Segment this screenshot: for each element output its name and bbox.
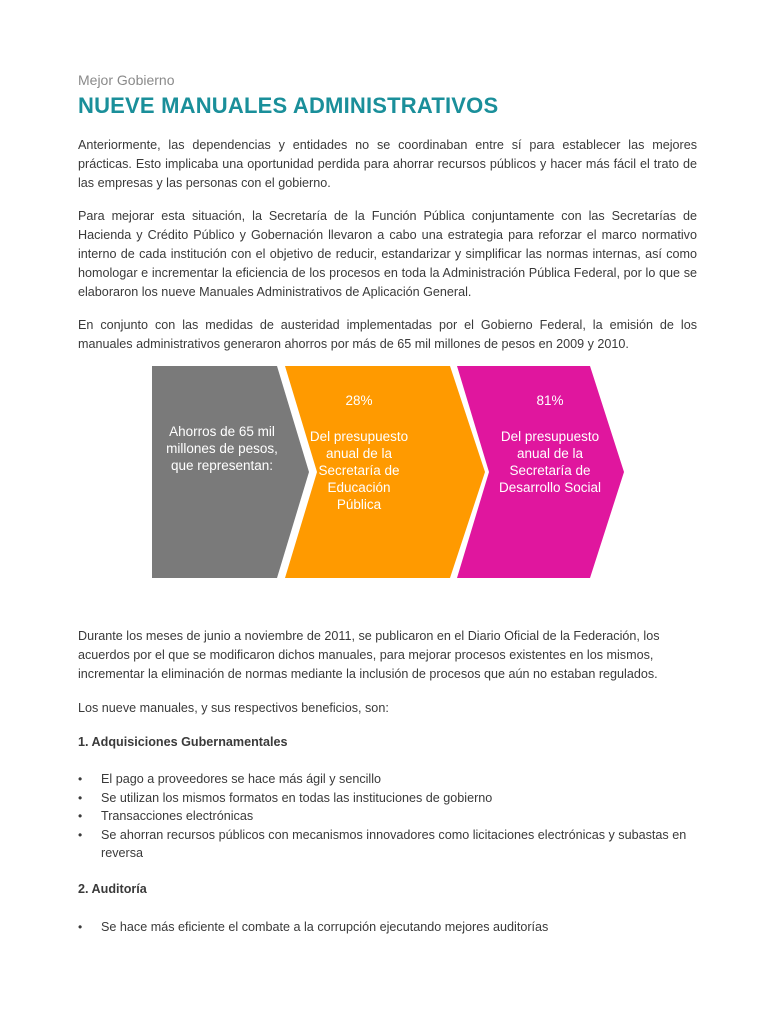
- paragraph-savings: En conjunto con las medidas de austeridad implementadas por el Gobierno Federal, la emisión de los manuales administrativos generaron ahorros por más de 65 mil millones de pesos en 2009 y 2010.: [78, 318, 697, 351]
- bullet-icon: •: [78, 920, 83, 934]
- section-heading-adquisiciones: 1. Adquisiciones Gubernamentales: [78, 735, 288, 749]
- sep-budget-label: Del presupuesto anual de la Secretaría de Educación Pública: [309, 429, 409, 512]
- bullet-icon: •: [78, 827, 83, 842]
- section-heading-auditoria: 2. Auditoría: [78, 882, 147, 896]
- bullet-list-adquisiciones: [78, 770, 688, 863]
- bullet-icon: •: [78, 809, 83, 823]
- bullet-icon: •: [78, 772, 83, 786]
- sedesol-percentage: 81%: [536, 393, 564, 408]
- savings-infographic: [152, 366, 624, 578]
- list-item: • Transacciones electrónicas: [78, 807, 688, 826]
- savings-label: Ahorros de 65 mil millones de pesos, que representan:: [166, 424, 278, 473]
- page-title: NUEVE MANUALES ADMINISTRATIVOS: [78, 93, 499, 118]
- list-item: • El pago a proveedores se hace más ágil y sencillo: [78, 770, 688, 789]
- section-kicker: Mejor Gobierno: [78, 72, 175, 88]
- list-item: • Se utilizan los mismos formatos en todas las instituciones de gobierno: [78, 789, 688, 808]
- bullet-icon: •: [78, 790, 83, 805]
- paragraph-strategy: Para mejorar esta situación, la Secretaría de la Función Pública conjuntamente con las Secretarías de Hacienda y Crédito Público y Gobernación llevaron a cabo una estrategia para reforzar el marco normativo interno de cada institución con el objetivo de reducir, estandarizar y simplificar las normas internas, así como homologar e incrementar la eficiencia de los procesos en toda la Administración Pública Federal, por lo que se elaboraron los nueve Manuales Administrativos de Aplicación General.: [78, 209, 697, 299]
- paragraph-intro: Anteriormente, las dependencias y entidades no se coordinaban entre sí para establecer las mejores prácticas. Esto implicaba una oportunidad perdida para ahorrar recursos públicos y hacer más fácil el trato de las empresas y las personas con el gobierno.: [78, 138, 697, 190]
- bullet-list-auditoria: [78, 918, 688, 937]
- paragraph-dof: Durante los meses de junio a noviembre de 2011, se publicaron en el Diario Oficial de la Federación, los acuerdos por el que se modificaron dichos manuales, para mejorar procesos existentes en los mismos, incrementar la eliminación de normas mediante la inclusión de procesos que aún no estaban regulados.: [78, 629, 660, 681]
- sedesol-budget-label: Del presupuesto anual de la Secretaría de Desarrollo Social: [498, 429, 602, 495]
- paragraph-benefits-intro: Los nueve manuales, y sus respectivos beneficios, son:: [78, 701, 389, 715]
- sep-percentage: 28%: [345, 393, 373, 408]
- list-item: • Se ahorran recursos públicos con mecanismos innovadores como licitaciones electrónicas y subastas en reversa: [78, 827, 687, 860]
- list-item: • Se hace más eficiente el combate a la corrupción ejecutando mejores auditorías: [78, 918, 688, 937]
